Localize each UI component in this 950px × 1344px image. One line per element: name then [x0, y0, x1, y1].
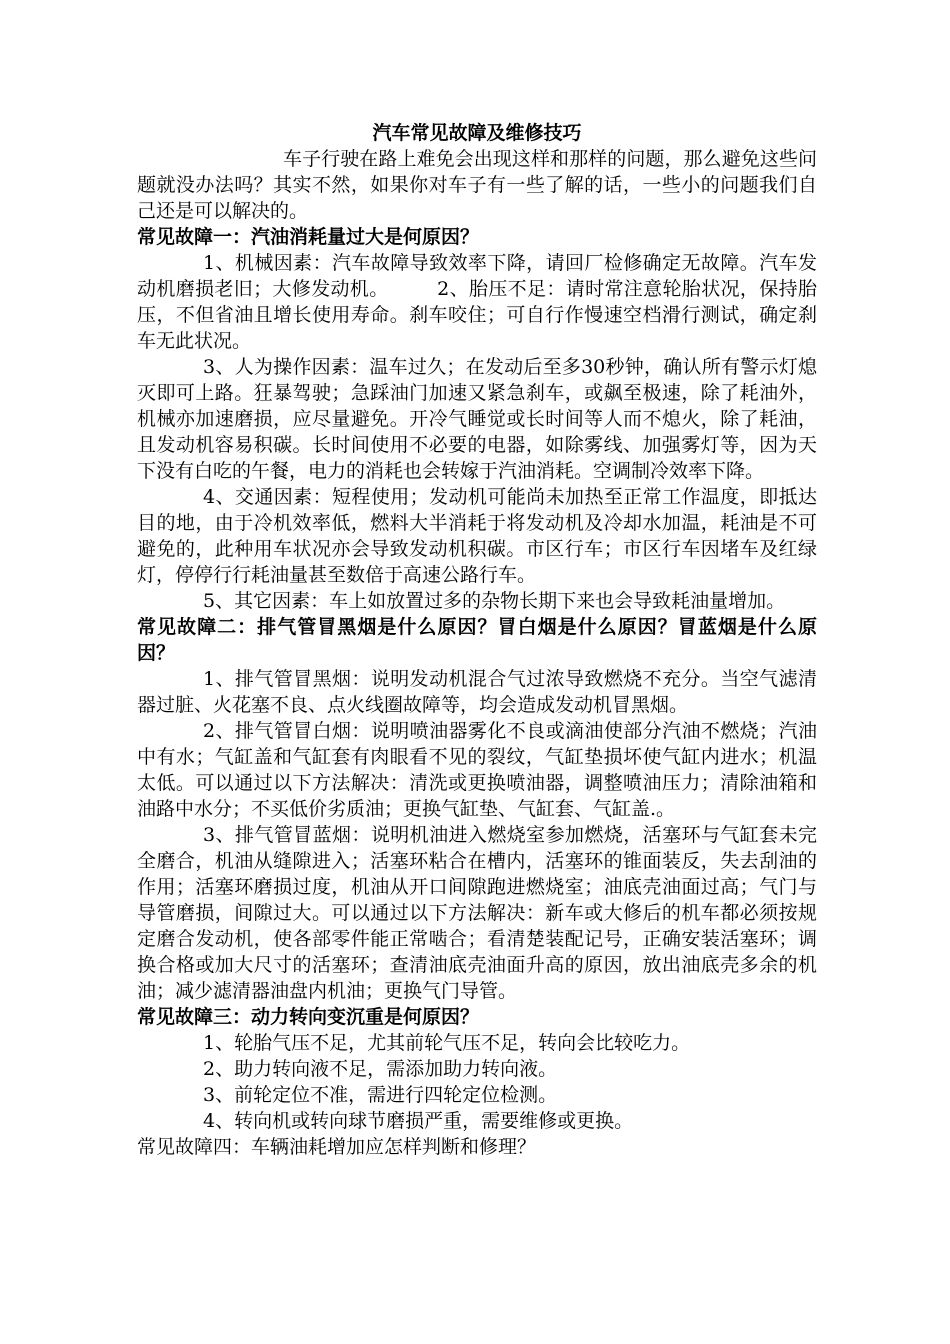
section-heading-3: 常见故障三：动力转向变沉重是何原因？	[137, 1006, 480, 1028]
paragraph-2-2: 2、排气管冒白烟：说明喷油器雾化不良或滴油使部分汽油不燃烧；汽油中有水；气缸盖和气缸套有肉眼看不见的裂纹，气缸垫损坏使气缸内进水；机温太低。可以通过以下方法解决：清洗或更换喷油器，调整喷油压力；清除油箱和油路中水分；不买低价劣质油；更换气缸垫、气缸套、气缸盖.。	[137, 720, 817, 820]
paragraph-1-3: 4、交通因素：短程使用；发动机可能尚未加热至正常工作温度，即抵达目的地，由于冷机效率低，燃料大半消耗于将发动机及冷却水加温，耗油是不可避免的，此种用车状况亦会导致发动机积碳。市区行车；市区行车因堵车及红绿灯，停停行行耗油量甚至数倍于高速公路行车。	[137, 486, 817, 586]
paragraph-3-3: 3、前轮定位不准，需进行四轮定位检测。	[203, 1084, 558, 1106]
intro-paragraph: 车子行驶在路上难免会出现这样和那样的问题，那么避免这些问题就没办法吗？其实不然，如果你对车子有一些了解的话，一些小的问题我们自己还是可以解决的。	[137, 148, 817, 222]
paragraph-3-2: 2、助力转向液不足，需添加助力转向液。	[203, 1058, 558, 1080]
document-page	[137, 120, 817, 1160]
paragraph-1-2: 3、人为操作因素：温车过久；在发动后至多30秒钟，确认所有警示灯熄灭即可上路。狂暴驾驶；急踩油门加速又紧急刹车，或飙至极速，除了耗油外，机械亦加速磨损，应尽量避免。开冷气睡觉或长时间等人而不熄火，除了耗油，且发动机容易积碳。长时间使用不必要的电器，如除雾线、加强雾灯等，因为天下没有白吃的午餐，电力的消耗也会转嫁于汽油消耗。空调制冷效率下降。	[137, 356, 817, 482]
paragraph-2-3: 3、排气管冒蓝烟：说明机油进入燃烧室参加燃烧，活塞环与气缸套未完全磨合，机油从缝隙进入；活塞环粘合在槽内，活塞环的锥面装反，失去刮油的作用；活塞环磨损过度，机油从开口间隙跑进燃烧室；油底壳油面过高；气门与导管磨损，间隙过大。可以通过以下方法解决：新车或大修后的机车都必须按规定磨合发动机，使各部零件能正常啮合；看清楚装配记号，正确安装活塞环；调换合格或加大尺寸的活塞环；查清油底壳油面升高的原因，放出油底壳多余的机油；减少滤清器油盘内机油；更换气门导管。	[137, 824, 817, 1002]
section-heading-4: 常见故障四：车辆油耗增加应怎样判断和修理？	[137, 1136, 537, 1158]
document-title: 汽车常见故障及维修技巧	[372, 122, 582, 144]
section-heading-2: 常见故障二：排气管冒黑烟是什么原因？冒白烟是什么原因？冒蓝烟是什么原因？	[137, 616, 817, 664]
paragraph-3-4: 4、转向机或转向球节磨损严重，需要维修或更换。	[203, 1110, 634, 1132]
section-heading-1: 常见故障一：汽油消耗量过大是何原因？	[137, 226, 480, 248]
paragraph-1-1: 1、机械因素：汽车故障导致效率下降，请回厂检修确定无故障。汽车发动机磨损老旧；大修发动机。 2、胎压不足：请时常注意轮胎状况，保持胎压，不但省油且增长使用寿命。刹车咬住；可自行作慢速空档滑行测试，确定刹车无此状况。	[137, 252, 817, 352]
paragraph-3-1: 1、轮胎气压不足，尤其前轮气压不足，转向会比较吃力。	[203, 1032, 691, 1054]
paragraph-2-1: 1、排气管冒黑烟：说明发动机混合气过浓导致燃烧不充分。当空气滤清器过脏、火花塞不良、点火线圈故障等，均会造成发动机冒黑烟。	[137, 668, 817, 716]
paragraph-1-4: 5、其它因素：车上如放置过多的杂物长期下来也会导致耗油量增加。	[203, 590, 786, 612]
